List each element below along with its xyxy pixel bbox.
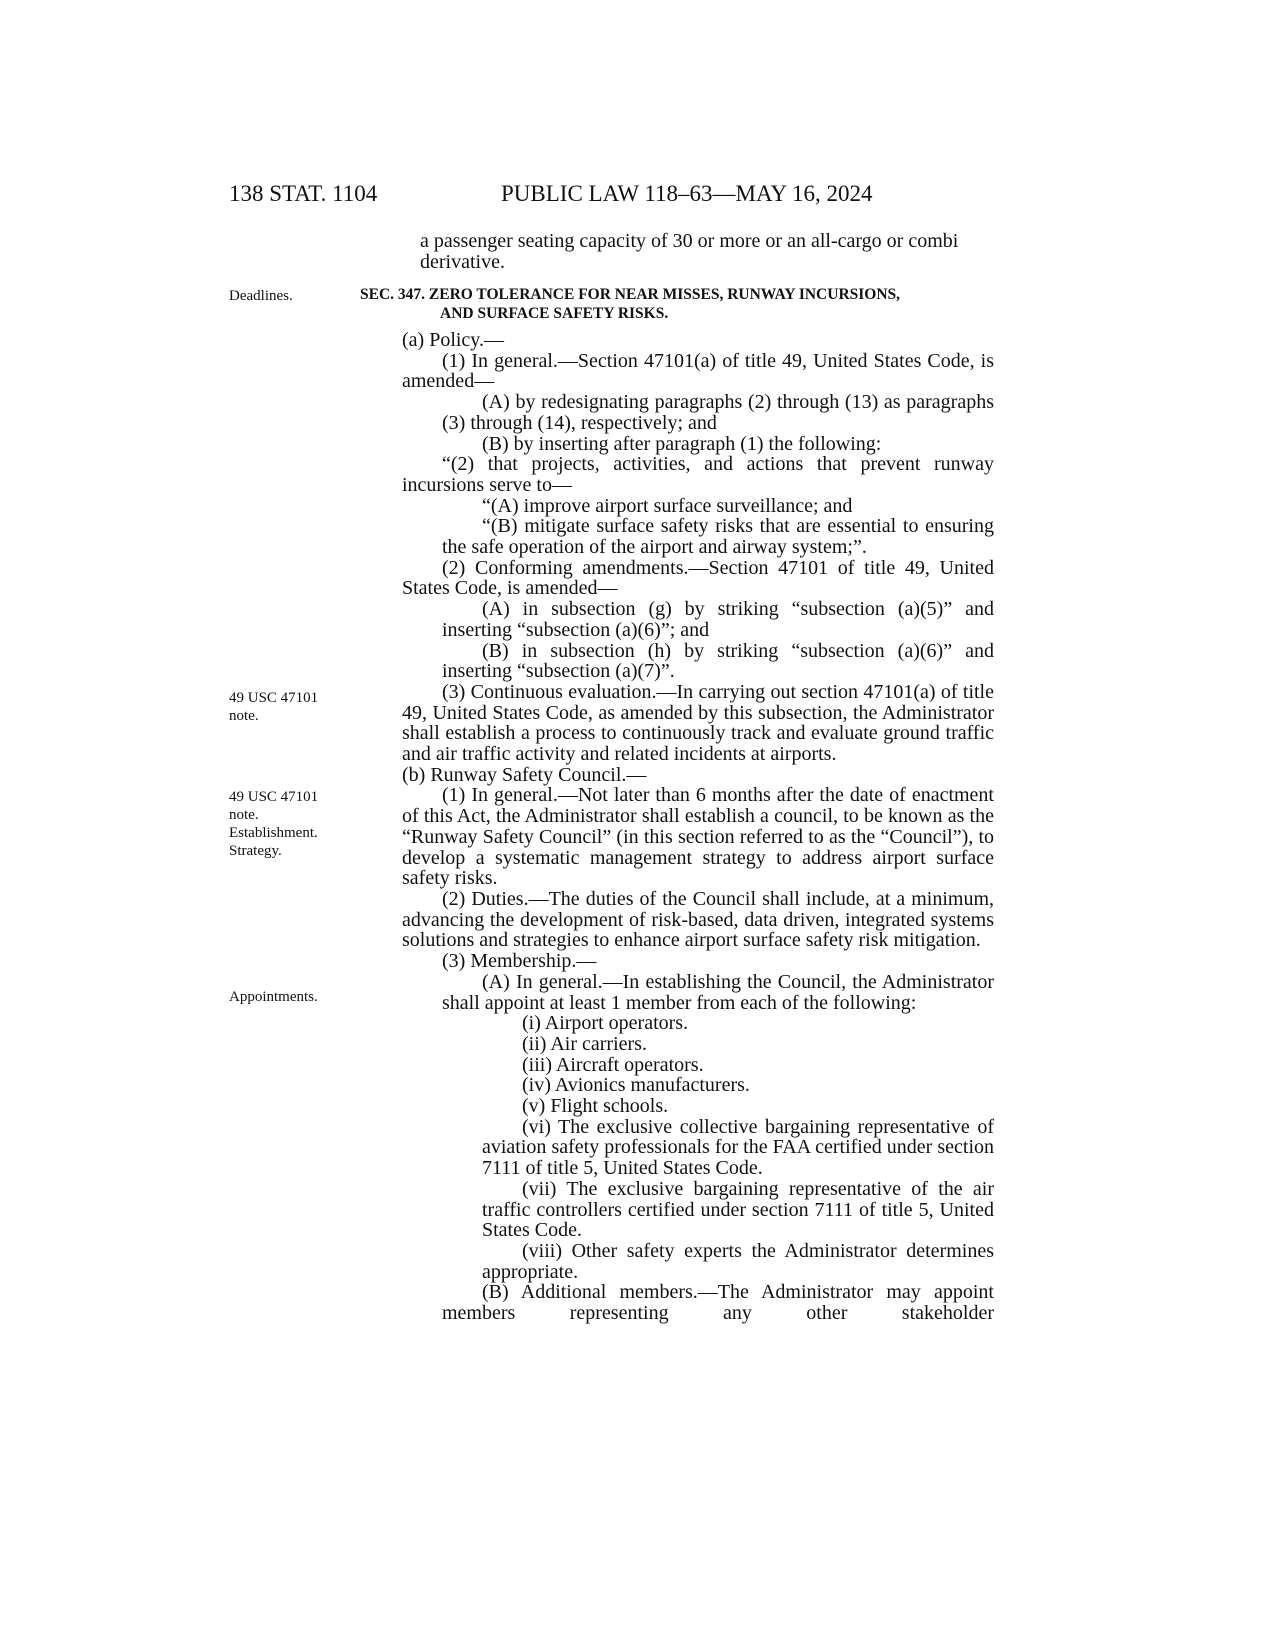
paragraph: (1) In general.—Section 47101(a) of title 49, United States Code, is amended— <box>402 349 994 393</box>
paragraph: a passenger seating capacity of 30 or more or an all-cargo or combi derivative. <box>420 230 959 273</box>
paragraph: (1) In general.—Not later than 6 months after the date of enactment of this Act, the Administrator shall establish a council, to be known as the “Runway Safety Council” (in this section referred to as the “Council”), to develop a systematic management strategy to address airport surface safety risks. <box>402 784 994 890</box>
running-header: PUBLIC LAW 118–63—MAY 16, 2024 <box>501 181 873 206</box>
margin-note-line: note. <box>229 807 259 823</box>
paragraph: “(A) improve airport surface surveillance; and <box>482 494 853 517</box>
list-item: (vii) The exclusive bargaining representative of the air traffic controllers certified under section 7111 of title 5, United States Code. <box>482 1177 994 1242</box>
margin-note-usc-1 <box>229 689 318 725</box>
paragraph: (A) In general.—In establishing the Council, the Administrator shall appoint at least 1 member from each of the following: <box>442 970 994 1014</box>
margin-note-line: note. <box>229 708 259 724</box>
paragraph: “(B) mitigate surface safety risks that are essential to ensuring the safe operation of the airport and airway system;”. <box>442 515 994 559</box>
list-item: (ii) Air carriers. <box>522 1032 647 1055</box>
paragraph: (A) in subsection (g) by striking “subsection (a)(5)” and inserting “subsection (a)(6)”; and <box>442 598 994 641</box>
section-heading-line: SEC. 347. ZERO TOLERANCE FOR NEAR MISSES, RUNWAY INCURSIONS, <box>360 286 901 303</box>
margin-note-line: Strategy. <box>229 843 282 859</box>
subsection-heading: (a) Policy.— <box>402 329 505 351</box>
list-item: (i) Airport operators. <box>522 1012 689 1035</box>
paragraph: “(2) that projects, activities, and actions that prevent runway incursions serve to— <box>402 453 994 496</box>
section-heading <box>360 285 1045 323</box>
paragraph: (A) by redesignating paragraphs (2) through (13) as paragraphs (3) through (14), respectively; and <box>442 391 994 434</box>
intro-paragraph <box>420 231 1040 272</box>
paragraph: (2) Duties.—The duties of the Council shall include, at a minimum, advancing the development of risk-based, data driven, integrated systems solutions and strategies to enhance airport surface safety risk mitigation. <box>402 887 994 952</box>
margin-note-appointments: Appointments. <box>229 989 318 1005</box>
section-heading-line: AND SURFACE SAFETY RISKS. <box>440 305 669 322</box>
list-item: (viii) Other safety experts the Administrator determines appropriate. <box>482 1239 994 1283</box>
list-item: (v) Flight schools. <box>522 1095 669 1118</box>
paragraph: (3) Membership.— <box>442 950 597 973</box>
paragraph: (B) by inserting after paragraph (1) the following: <box>482 432 882 455</box>
main-text <box>402 330 994 1324</box>
list-item: (iv) Avionics manufacturers. <box>522 1074 750 1097</box>
list-item: (iii) Aircraft operators. <box>522 1053 704 1076</box>
paragraph: (3) Continuous evaluation.—In carrying out section 47101(a) of title 49, United States Code, as amended by this subsection, the Administrator shall establish a process to continuously track and evaluate ground traffic and air traffic activity and related incidents at airports. <box>402 680 994 766</box>
margin-note-deadlines: Deadlines. <box>229 288 293 304</box>
margin-note-line: 49 USC 47101 <box>229 690 319 706</box>
paragraph: (B) in subsection (h) by striking “subsection (a)(6)” and inserting “subsection (a)(7)”. <box>442 639 994 683</box>
list-item: (vi) The exclusive collective bargaining representative of aviation safety professionals for the FAA certified under section 7111 of title 5, United States Code. <box>482 1115 994 1180</box>
margin-note-usc-2 <box>229 788 318 860</box>
margin-note-line: 49 USC 47101 <box>229 789 319 805</box>
paragraph: (B) Additional members.—The Administrator may appoint members representing any other stakeholder <box>442 1281 994 1325</box>
subsection-heading: (b) Runway Safety Council.— <box>402 763 647 786</box>
page-number-header: 138 STAT. 1104 <box>229 181 378 206</box>
margin-note-line: Establishment. <box>229 825 318 841</box>
paragraph: (2) Conforming amendments.—Section 47101 of title 49, United States Code, is amended— <box>402 556 994 600</box>
